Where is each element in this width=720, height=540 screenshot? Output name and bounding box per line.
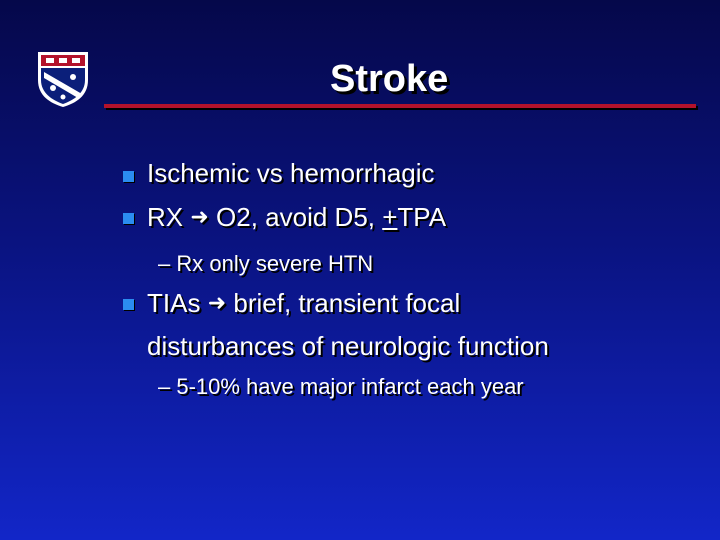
plus-minus-text: +: [382, 202, 398, 232]
bullet-square-icon: [123, 213, 134, 224]
title-rule: [104, 104, 696, 108]
bullet-text: brief, transient focal: [233, 288, 461, 318]
sub-bullet-item: – 5-10% have major infarct each year: [158, 374, 524, 399]
arrow-icon: ➜: [190, 204, 209, 229]
arrow-icon: ➜: [207, 290, 227, 315]
bullet-continuation: disturbances of neurologic function: [147, 331, 549, 361]
sub-bullet-item: – Rx only severe HTN: [158, 251, 374, 276]
bullet-item: [147, 287, 460, 321]
bullet-text: RX: [147, 202, 184, 232]
bullet-square-icon: [123, 171, 134, 182]
bullet-text: TPA: [397, 202, 447, 232]
bullet-text: O2, avoid D5,: [216, 202, 383, 232]
bullet-square-icon: [123, 299, 134, 310]
bullet-item: [147, 201, 446, 235]
university-shield-icon: [36, 50, 90, 108]
bullet-text: TIAs: [147, 288, 201, 318]
bullet-item: Ischemic vs hemorrhagic: [147, 158, 435, 188]
slide-title: Stroke: [330, 58, 449, 100]
